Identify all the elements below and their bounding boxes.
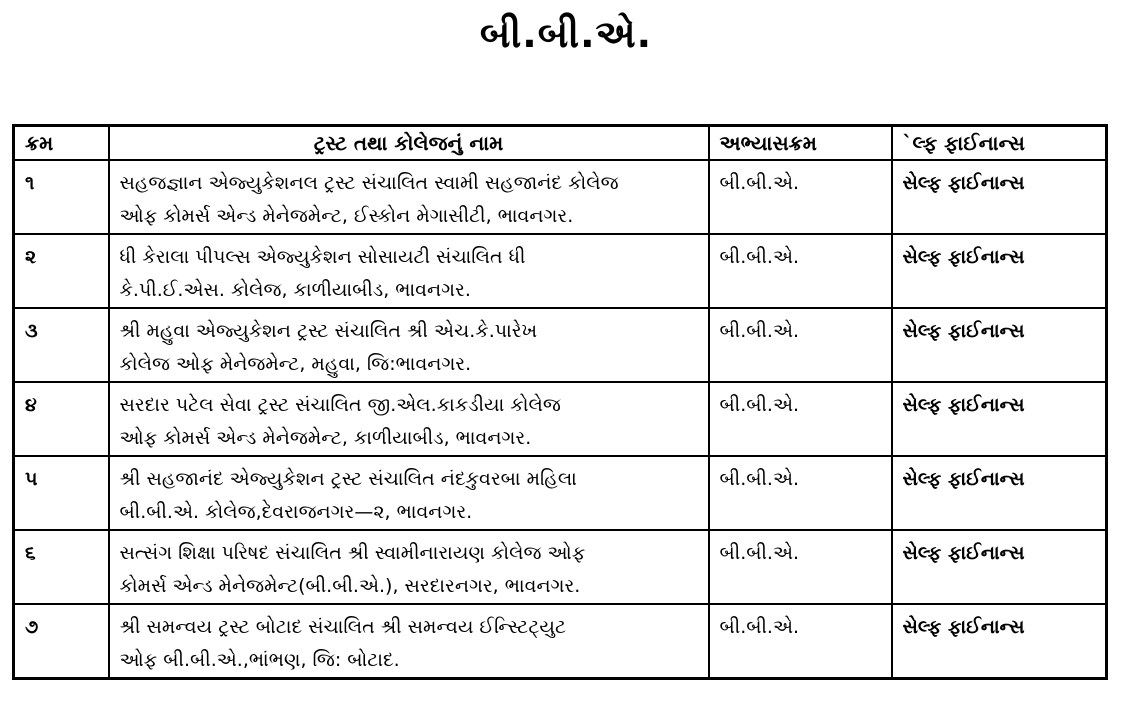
header-sr: ક્રમ (14, 126, 109, 160)
row-name-line1: સહજજ્ઞાન એજ્યુકેશનલ ટ્રસ્ટ સંચાલિત સ્વામી સહજાનંદ કોલેજ (119, 171, 619, 194)
table-row (14, 234, 1107, 308)
row-type: સેલ્ફ ફાઈનાન્સ (892, 604, 1107, 679)
table-row (14, 456, 1107, 530)
row-course: બી.બી.એ. (709, 456, 892, 530)
row-name-line1: ધી કેરાલા પીપલ્સ એજ્યુકેશન સોસાયટી સંચાલિત ધી (119, 245, 526, 268)
row-type: સેલ્ફ ફાઈનાન્સ (892, 382, 1107, 456)
row-name-line1: શ્રી મહુવા એજ્યુકેશન ટ્રસ્ટ સંચાલિત શ્રી એચ.કે.પારેખ (119, 319, 538, 342)
table-row (14, 604, 1107, 679)
row-name (109, 382, 709, 456)
row-sr: ૨ (14, 234, 109, 308)
row-name-line1: સત્સંગ શિક્ષા પરિષદ સંચાલિત શ્રી સ્વામીનારાયણ કોલેજ ઓફ (119, 541, 586, 564)
header-course: અભ્યાસક્રમ (709, 126, 892, 160)
row-name-line2: કે.પી.ઈ.એસ. કોલેજ, કાળીયાબીડ, ભાવનગર. (119, 278, 471, 301)
row-name-line1: શ્રી સહજાનંદ એજ્યુકેશન ટ્રસ્ટ સંચાલિત નંદકુવરબા મહિલા (119, 467, 577, 490)
table-row (14, 530, 1107, 604)
row-name-line2: ઓફ બી.બી.એ.,ભાંભણ, જિ: બોટાદ. (119, 648, 400, 671)
row-name-line1: શ્રી સમન્વય ટ્રસ્ટ બોટાદ સંચાલિત શ્રી સમન્વય ઈન્સ્ટિટ્યુટ (119, 615, 567, 638)
row-sr: ૪ (14, 382, 109, 456)
table-row (14, 382, 1107, 456)
row-name (109, 160, 709, 234)
row-name-line2: ઓફ કોમર્સ એન્ડ મેનેજમેન્ટ, કાળીયાબીડ, ભાવનગર. (119, 426, 532, 449)
row-name-line1: સરદાર પટેલ સેવા ટ્રસ્ટ સંચાલિત જી.એલ.કાકડીયા કોલેજ (119, 393, 561, 416)
row-course: બી.બી.એ. (709, 160, 892, 234)
table-row (14, 308, 1107, 382)
row-sr: ૫ (14, 456, 109, 530)
row-name (109, 456, 709, 530)
college-table (12, 124, 1108, 680)
row-sr: ૩ (14, 308, 109, 382)
row-name (109, 234, 709, 308)
row-type: સેલ્ફ ફાઈનાન્સ (892, 308, 1107, 382)
row-type: સેલ્ફ ફાઈનાન્સ (892, 456, 1107, 530)
row-type: સેલ્ફ ફાઈનાન્સ (892, 530, 1107, 604)
header-type: `લ્ફ ફાઈનાન્સ (892, 126, 1107, 160)
row-sr: ૭ (14, 604, 109, 679)
row-course: બી.બી.એ. (709, 604, 892, 679)
row-name (109, 308, 709, 382)
table-row (14, 160, 1107, 234)
header-name: ટ્રસ્ટ તથા કોલેજનું નામ (109, 126, 709, 160)
row-type: સેલ્ફ ફાઈનાન્સ (892, 160, 1107, 234)
row-course: બી.બી.એ. (709, 234, 892, 308)
row-name-line2: કોલેજ ઓફ મેનેજમેન્ટ, મહુવા, જિ:ભાવનગર. (119, 352, 472, 375)
row-name (109, 604, 709, 679)
header-row (14, 126, 1107, 160)
page-title: બી.બી.એ. (479, 12, 653, 56)
row-course: બી.બી.એ. (709, 308, 892, 382)
row-name (109, 530, 709, 604)
row-name-line2: બી.બી.એ. કોલેજ,દેવરાજનગર—૨, ભાવનગર. (119, 500, 473, 523)
row-course: બી.બી.એ. (709, 382, 892, 456)
row-sr: ૧ (14, 160, 109, 234)
row-course: બી.બી.એ. (709, 530, 892, 604)
row-name-line2: ઓફ કોમર્સ એન્ડ મેનેજમેન્ટ, ઈસ્કોન મેગાસીટી, ભાવનગર. (119, 204, 574, 227)
row-sr: ૬ (14, 530, 109, 604)
row-type: સેલ્ફ ફાઈનાન્સ (892, 234, 1107, 308)
row-name-line2: કોમર્સ એન્ડ મેનેજમેન્ટ(બી.બી.એ.), સરદારનગર, ભાવનગર. (119, 574, 581, 597)
